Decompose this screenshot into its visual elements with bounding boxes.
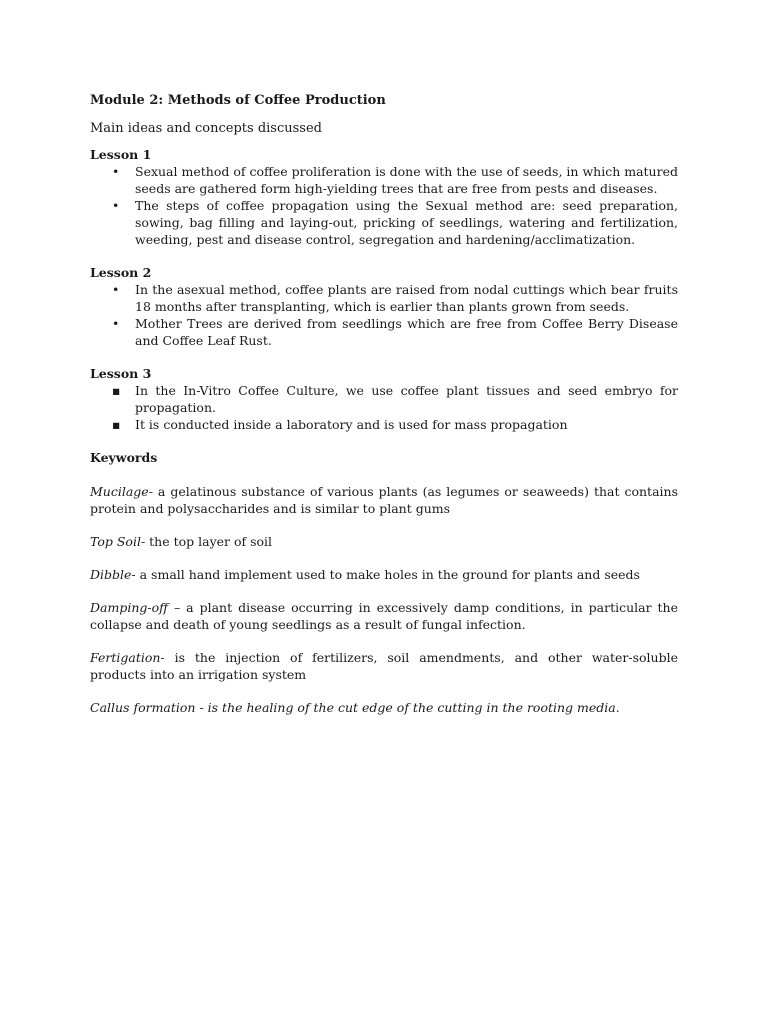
keyword-term: Fertigation-: [90, 650, 165, 665]
bullet-icon: •: [112, 164, 120, 179]
keyword-definition: a gelatinous substance of various plants (as legumes or seaweeds) that contains protein and polysaccharides and is similar to plant gums: [90, 484, 678, 516]
bullet-icon: •: [112, 282, 120, 297]
keyword-definition: the top layer of soil: [145, 534, 273, 549]
keyword-definition: – a plant disease occurring in excessively damp conditions, in particular the collapse and death of young seedlings as a result of fungal infection.: [90, 600, 678, 632]
list-item-text: Mother Trees are derived from seedlings which are free from Coffee Berry Disease and Coffee Leaf Rust.: [135, 316, 678, 348]
keyword-term: Callus formation -: [90, 700, 204, 715]
lesson-2-heading: Lesson 2: [90, 265, 152, 280]
document-page: [90, 92, 678, 732]
list-item: [90, 315, 678, 349]
lesson-1-list: [90, 163, 678, 248]
list-item-text: In the asexual method, coffee plants are raised from nodal cuttings which bear fruits 18 months after transplanting, which is earlier than plants grown from seeds.: [135, 282, 678, 314]
list-item: [90, 163, 678, 197]
keyword-definition: a small hand implement used to make holes in the ground for plants and seeds: [135, 567, 640, 582]
square-bullet-icon: ▪: [112, 383, 121, 398]
list-item: [90, 197, 678, 248]
keyword-callus-formation: [90, 699, 678, 716]
keyword-term: Top Soil-: [90, 534, 146, 549]
lesson-3-heading: Lesson 3: [90, 366, 152, 381]
lesson-1-section: [90, 146, 678, 248]
keyword-definition: is the healing of the cut edge of the cutting in the rooting media.: [203, 700, 620, 715]
keyword-fertigation: [90, 649, 678, 683]
lesson-3-list: [90, 382, 678, 433]
keyword-dibble: [90, 566, 678, 583]
list-item-text: Sexual method of coffee proliferation is done with the use of seeds, in which matured seeds are gathered form high-yielding trees that are free from pests and diseases.: [135, 164, 678, 196]
keyword-definition: is the injection of fertilizers, soil amendments, and other water-soluble products into an irrigation system: [90, 650, 678, 682]
keyword-term: Damping-off: [90, 600, 168, 615]
square-bullet-icon: ▪: [112, 417, 121, 432]
list-item-text: In the In-Vitro Coffee Culture, we use coffee plant tissues and seed embryo for propagation.: [135, 383, 678, 415]
document-subtitle: Main ideas and concepts discussed: [90, 121, 322, 136]
list-item-text: The steps of coffee propagation using the Sexual method are: seed preparation, sowing, bag filling and laying-out, pricking of seedlings, watering and fertilization, weeding, pest and disease control, segregation and hardening/acclimatization.: [135, 198, 678, 247]
keyword-term: Dibble-: [90, 567, 136, 582]
bullet-icon: •: [112, 198, 120, 213]
bullet-icon: •: [112, 316, 120, 331]
lesson-2-section: [90, 264, 678, 349]
list-item-text: It is conducted inside a laboratory and is used for mass propagation: [135, 417, 568, 432]
keywords-heading: Keywords: [90, 450, 158, 465]
document-title: Module 2: Methods of Coffee Production: [90, 93, 386, 108]
keyword-damping-off: [90, 599, 678, 633]
lesson-1-heading: Lesson 1: [90, 147, 152, 162]
keyword-term: Mucilage-: [90, 484, 153, 499]
list-item: [90, 416, 678, 433]
keyword-mucilage: [90, 483, 678, 517]
list-item: [90, 281, 678, 315]
list-item: [90, 382, 678, 416]
lesson-2-list: [90, 281, 678, 349]
lesson-3-section: [90, 365, 678, 433]
keyword-top-soil: [90, 533, 678, 550]
